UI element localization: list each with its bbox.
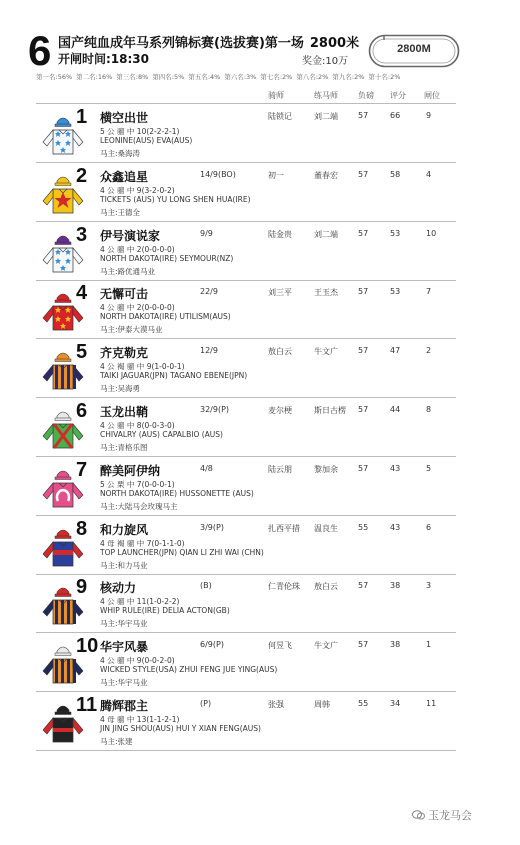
horse-name: 腾辉郡主: [100, 699, 149, 713]
jockey-name: 仁青伦珠: [268, 582, 300, 592]
horse-pedigree: TICKETS (AUS) YU LONG SHEN HUA(IRE): [100, 194, 251, 204]
horse-rating: 66: [390, 111, 401, 120]
runner-row: [36, 104, 456, 163]
horse-rating: 38: [390, 581, 401, 591]
jockey-name: 刘三平: [268, 288, 292, 298]
horse-number: 5: [76, 341, 88, 364]
prize-money: 奖金:10万: [302, 56, 349, 67]
horse-name: 玉龙出鞘: [100, 405, 149, 419]
horse-pedigree: LEONINE(AUS) EVA(AUS): [100, 136, 193, 145]
horse-info: 4 公 褐 骝 中 9(1-0-0-1): [100, 362, 185, 372]
horse-pedigree: CHIVALRY (AUS) CAPALBIO (AUS): [100, 430, 223, 439]
runner-row: [36, 398, 456, 457]
horse-name: 醉美阿伊纳: [100, 463, 161, 478]
win-probability-item: 第三名:8%: [116, 73, 149, 81]
trainer-name: 刘二端: [314, 112, 338, 121]
jockey-name: 陆金贵: [268, 229, 292, 239]
horse-pedigree: NORTH DAKOTA(IRE) HUSSONETTE (AUS): [100, 488, 254, 498]
jockey-name: 麦尔梗: [268, 406, 292, 415]
horse-info: 4 公 骝 中 8(0-0-3-0): [100, 421, 175, 430]
runner-row: [36, 633, 456, 692]
watermark-text: 玉龙马会: [428, 809, 472, 822]
horse-info: 4 公 骝 中 9(3-2-0-2): [100, 185, 175, 195]
win-probability-item: 第五名:4%: [188, 73, 221, 81]
race-distance: 2800米: [309, 36, 360, 51]
horse-owner: 马主:桑海涛: [100, 149, 141, 158]
last-run-record: 14/9(BO): [200, 169, 236, 179]
horse-pedigree: TAIKI JAGUAR(JPN) TAGANO EBENE(JPN): [100, 371, 248, 381]
race-title: [58, 32, 359, 51]
last-run-record: 4/8: [200, 463, 213, 473]
horse-rating: 43: [390, 463, 401, 473]
carried-weight: 55: [358, 699, 369, 708]
jockey-name: 陆云朋: [268, 464, 292, 474]
win-probability-item: 第六名:3%: [224, 73, 257, 81]
horse-name: 伊号演说家: [100, 228, 161, 243]
watermark: [412, 807, 472, 823]
jockey-name: 敖白云: [268, 347, 292, 357]
horse-owner: 马主:路优通马业: [100, 266, 156, 276]
horse-owner: 马主:和力马业: [100, 560, 148, 570]
jockey-name: 初一: [268, 170, 284, 180]
horse-rating: 34: [390, 699, 401, 708]
horse-number: 4: [76, 282, 88, 305]
horse-rating: 44: [390, 405, 401, 414]
horse-name: 众鑫追星: [100, 169, 149, 184]
carried-weight: 55: [358, 522, 369, 532]
jockey-name: 张强: [268, 700, 284, 709]
col-head-trainer: 练马师: [314, 91, 338, 100]
col-head-jockey: 骑师: [268, 91, 284, 100]
carried-weight: 57: [358, 640, 369, 650]
horse-info: 5 公 骝 中 10(2-2-2-1): [100, 127, 180, 136]
barrier-draw: 9: [426, 111, 432, 120]
jockey-name: 何昱飞: [268, 641, 292, 651]
last-run-record: (P): [200, 699, 212, 708]
last-run-record: 9/9: [200, 228, 213, 238]
barrier-draw: 10: [426, 228, 437, 238]
horse-owner: 马主:大陆马会玫瑰马主: [100, 501, 178, 511]
horse-rating: 53: [390, 228, 401, 238]
horse-name: 齐克勒克: [100, 346, 149, 361]
horse-pedigree: NORTH DAKOTA(IRE) SEYMOUR(NZ): [100, 253, 234, 263]
trainer-name: 董春宏: [314, 170, 338, 180]
col-head-rating: 评分: [390, 91, 406, 100]
horse-number: 6: [76, 400, 88, 422]
horse-info: 4 母 骝 中 13(1-1-2-1): [100, 715, 180, 724]
horse-name: 无懈可击: [100, 287, 149, 302]
horse-number: 3: [76, 223, 88, 246]
win-probability-item: 第一名:56%: [36, 73, 73, 81]
trainer-name: 敖白云: [314, 582, 338, 592]
horse-owner: 马主:吴海勇: [100, 384, 141, 394]
runner-row: [36, 457, 456, 516]
wechat-icon: [412, 810, 425, 820]
horse-number: 10: [76, 635, 99, 658]
runner-row: [36, 574, 456, 633]
horse-name: 华宇风暴: [100, 640, 149, 655]
win-probability-item: 第九名:2%: [332, 73, 365, 81]
horse-name: 和力旋风: [100, 522, 149, 537]
win-probability-item: 第二名:16%: [76, 73, 113, 81]
win-probability-item: 第七名:2%: [260, 73, 293, 81]
runner-row: [36, 163, 456, 222]
horse-owner: 马主:华宇马业: [100, 678, 148, 688]
horse-info: 4 公 骝 中 2(0-0-0-0): [100, 303, 175, 313]
carried-weight: 57: [358, 287, 369, 297]
horse-name: 核动力: [100, 581, 137, 596]
carried-weight: 57: [358, 169, 369, 179]
horse-name: 横空出世: [100, 111, 149, 125]
horse-pedigree: NORTH DAKOTA(IRE) UTILISM(AUS): [100, 312, 231, 322]
barrier-draw: 11: [426, 699, 437, 708]
carried-weight: 57: [358, 405, 369, 414]
horse-pedigree: JIN JING SHOU(AUS) HUI Y XIAN FENG(AUS): [100, 724, 261, 733]
horse-owner: 马主:青格乐图: [100, 443, 148, 452]
trainer-name: 斯日古楞: [314, 406, 346, 415]
horse-number: 1: [76, 106, 88, 128]
trainer-name: 黎加余: [314, 464, 338, 474]
horse-rating: 53: [390, 287, 401, 297]
trainer-name: 温良生: [314, 523, 338, 533]
runner-row: [36, 692, 456, 751]
barrier-draw: 3: [426, 581, 432, 591]
horse-info: 5 公 栗 中 7(0-0-0-1): [100, 479, 175, 489]
horse-info: 4 公 骝 中 2(0-0-0-0): [100, 244, 175, 254]
horse-number: 8: [76, 517, 88, 540]
last-run-record: 32/9(P): [200, 405, 230, 414]
race-header: [0, 0, 520, 100]
carried-weight: 57: [358, 581, 369, 591]
horse-rating: 43: [390, 522, 401, 532]
jockey-name: 扎西平措: [268, 523, 300, 533]
start-time: 开闸时间:18:30: [58, 52, 149, 66]
last-run-record: 12/9: [200, 346, 218, 356]
trainer-name: 周韩: [314, 700, 330, 709]
last-run-record: 3/9(P): [200, 522, 224, 532]
runner-row: [36, 339, 456, 398]
barrier-draw: 1: [426, 640, 432, 650]
horse-owner: 马主:华宇马业: [100, 619, 148, 629]
trainer-name: 牛文广: [314, 347, 338, 357]
race-number: 6: [28, 27, 52, 74]
horse-pedigree: TOP LAUNCHER(JPN) QIAN LI ZHI WAI (CHN): [100, 547, 264, 557]
trainer-name: 牛文广: [314, 641, 338, 651]
race-title-text: 国产纯血成年马系列锦标赛(选拔赛)第一场: [58, 36, 304, 51]
barrier-draw: 7: [426, 287, 432, 297]
win-probability-item: 第四名:5%: [152, 73, 185, 81]
track-distance-label: 2800M: [397, 43, 431, 55]
horse-rating: 58: [390, 169, 401, 179]
carried-weight: 57: [358, 346, 369, 356]
last-run-record: (B): [200, 581, 212, 591]
barrier-draw: 8: [426, 405, 432, 414]
runner-row: [36, 280, 456, 339]
horse-rating: 47: [390, 346, 401, 356]
horse-number: 11: [76, 694, 98, 716]
horse-owner: 马主:伊泰大漠马业: [100, 325, 163, 335]
barrier-draw: 6: [426, 522, 432, 532]
last-run-record: 6/9(P): [200, 640, 224, 650]
col-head-draw: 闸位: [424, 91, 440, 100]
horse-info: 4 公 骝 中 9(0-0-2-0): [100, 656, 175, 666]
win-probability-item: 第八名:2%: [296, 73, 329, 81]
horse-rating: 38: [390, 640, 401, 650]
barrier-draw: 4: [426, 169, 432, 179]
horse-owner: 马主:张建: [100, 737, 133, 746]
horse-number: 9: [76, 576, 88, 599]
carried-weight: 57: [358, 228, 369, 238]
horse-owner: 马主:王德全: [100, 207, 141, 217]
horse-pedigree: WICKED STYLE(USA) ZHUI FENG JUE YING(AUS): [100, 665, 278, 675]
carried-weight: 57: [358, 463, 369, 473]
trainer-name: 刘二端: [314, 229, 338, 239]
win-probability-bar: [36, 72, 466, 81]
horse-pedigree: WHIP RULE(IRE) DELIA ACTON(GB): [100, 606, 230, 616]
barrier-draw: 5: [426, 463, 432, 473]
col-head-weight: 负磅: [358, 91, 374, 100]
horse-info: 4 公 骝 中 11(1-0-2-2): [100, 597, 180, 607]
win-probability-item: 第十名:2%: [368, 73, 401, 81]
last-run-record: 22/9: [200, 287, 218, 297]
horse-number: 7: [76, 458, 88, 481]
carried-weight: 57: [358, 111, 369, 120]
horse-info: 4 母 褐 骝 中 7(0-1-1-0): [100, 538, 185, 548]
jockey-name: 陆锁记: [268, 112, 292, 121]
horse-number: 2: [76, 164, 88, 187]
barrier-draw: 2: [426, 346, 432, 356]
trainer-name: 王玉杰: [314, 288, 338, 298]
runner-row: [36, 222, 456, 281]
runner-row: [36, 516, 456, 575]
